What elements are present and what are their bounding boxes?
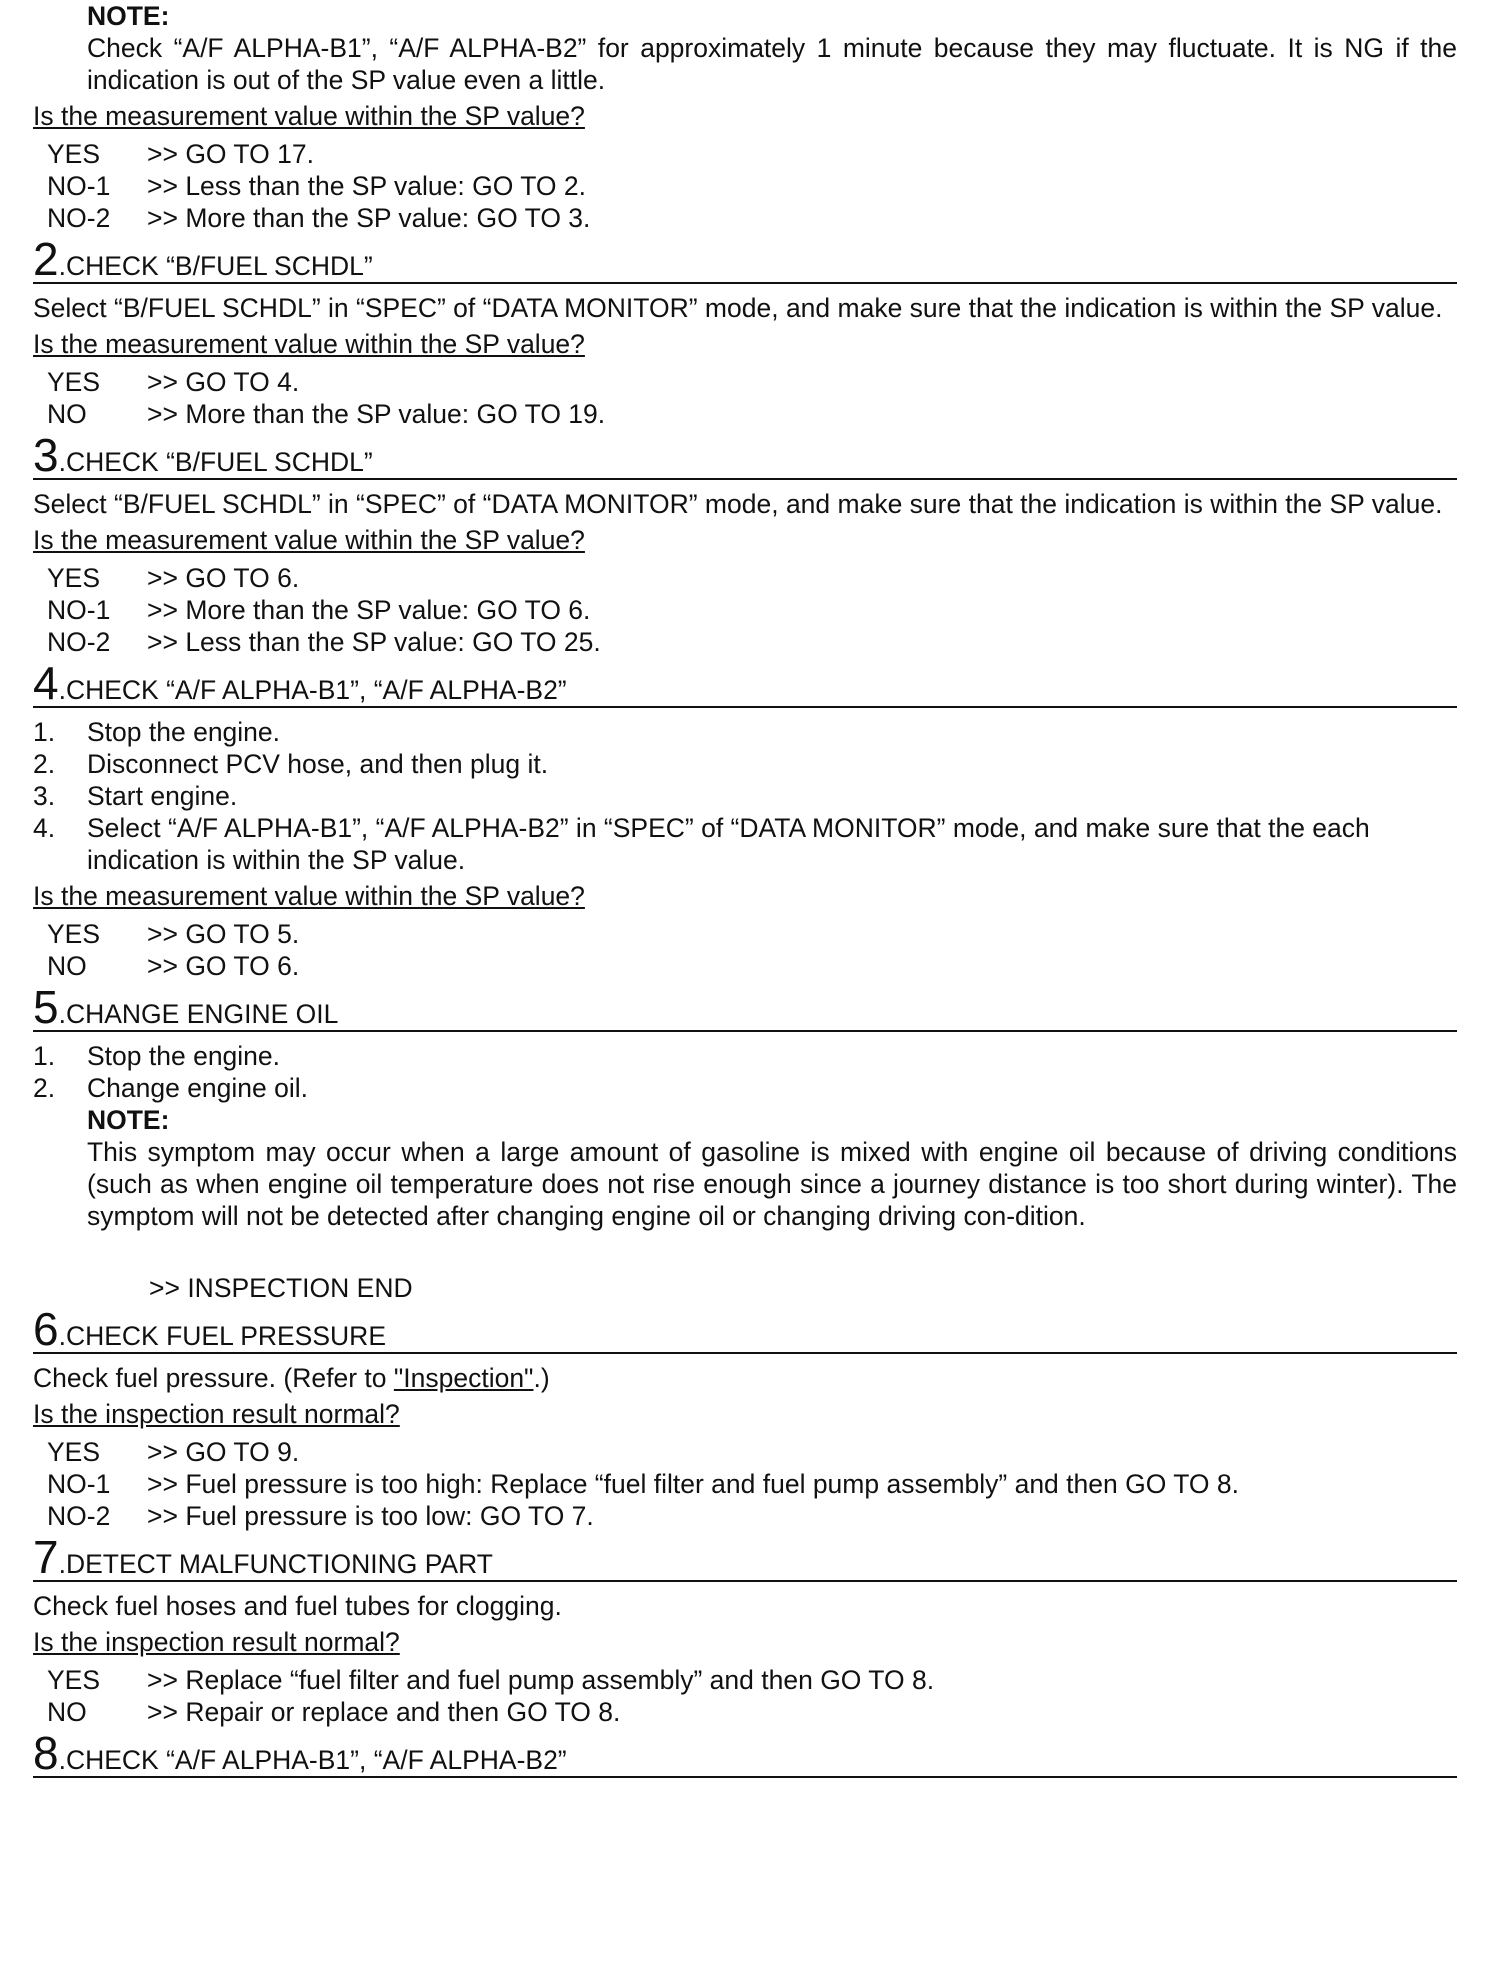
question: Is the measurement value within the SP value? — [33, 101, 585, 131]
note-text: This symptom may occur when a large amount of gasoline is mixed with engine oil because of driving conditions (such as when engine oil temperature does not rise enough since a journey distance is too short during winter). The symptom will not be detected after changing engine oil or changing driving con-dition. — [87, 1137, 1457, 1231]
procedure-item — [33, 716, 1457, 748]
inspection-end: >> INSPECTION END — [149, 1273, 413, 1303]
note-text: Check “A/F ALPHA-B1”, “A/F ALPHA-B2” for approximately 1 minute because they may fluctuate. It is NG if the indication is out of the SP value even a little. — [87, 33, 1457, 95]
inspection-link[interactable]: "Inspection" — [393, 1363, 534, 1393]
answer-text: >> GO TO 4. — [147, 367, 300, 397]
answer-list — [33, 138, 1457, 234]
answer-no-1 — [33, 594, 1457, 626]
answer-text: >> More than the SP value: GO TO 3. — [147, 203, 591, 233]
step-8 — [33, 1728, 1457, 1778]
step-number: 8 — [33, 1727, 59, 1779]
step-heading — [33, 982, 1457, 1032]
procedure-list — [33, 1040, 1457, 1104]
answer-code: NO-1 — [47, 595, 111, 625]
answer-text: >> GO TO 9. — [147, 1437, 300, 1467]
answer-no-2 — [33, 626, 1457, 658]
answer-code: NO — [47, 399, 87, 429]
item-number: 2. — [33, 749, 56, 779]
step-number: 5 — [33, 981, 59, 1033]
document-page — [33, 0, 1457, 1778]
answer-list — [33, 1664, 1457, 1728]
answer-code: NO-2 — [47, 203, 111, 233]
answer-list — [33, 562, 1457, 658]
step-heading — [33, 1304, 1457, 1354]
step-title: .CHECK “B/FUEL SCHDL” — [58, 447, 373, 477]
answer-text: >> GO TO 17. — [147, 139, 314, 169]
answer-code: YES — [47, 919, 101, 949]
note-label: NOTE: — [87, 1105, 170, 1135]
step-number: 4 — [33, 657, 59, 709]
text-after-link: .) — [533, 1363, 550, 1393]
answer-yes — [33, 138, 1457, 170]
answer-text: >> GO TO 6. — [147, 951, 300, 981]
step-title: .CHECK “B/FUEL SCHDL” — [58, 251, 373, 281]
step-number: 7 — [33, 1531, 59, 1583]
item-text: Start engine. — [87, 781, 238, 811]
procedure-item — [33, 1072, 1457, 1104]
item-number: 2. — [33, 1073, 56, 1103]
answer-text: >> Fuel pressure is too low: GO TO 7. — [147, 1501, 594, 1531]
answer-text: >> Less than the SP value: GO TO 2. — [147, 171, 586, 201]
step-heading — [33, 234, 1457, 284]
note-label: NOTE: — [87, 1, 170, 31]
procedure-item — [33, 748, 1457, 780]
step-title: .CHECK “A/F ALPHA-B1”, “A/F ALPHA-B2” — [58, 1745, 567, 1775]
answer-list — [33, 918, 1457, 982]
answer-yes — [33, 1664, 1457, 1696]
step-6 — [33, 1304, 1457, 1532]
answer-text: >> More than the SP value: GO TO 19. — [147, 399, 606, 429]
answer-code: YES — [47, 1437, 101, 1467]
question: Is the inspection result normal? — [33, 1627, 400, 1657]
answer-no-1 — [33, 170, 1457, 202]
answer-no — [33, 950, 1457, 982]
answer-text: >> Replace “fuel filter and fuel pump assembly” and then GO TO 8. — [147, 1665, 935, 1695]
answer-no-1 — [33, 1468, 1457, 1500]
step-title: .CHECK FUEL PRESSURE — [58, 1321, 386, 1351]
question: Is the inspection result normal? — [33, 1399, 400, 1429]
answer-yes — [33, 1436, 1457, 1468]
step-heading — [33, 1728, 1457, 1778]
item-text: Disconnect PCV hose, and then plug it. — [87, 749, 549, 779]
answer-yes — [33, 562, 1457, 594]
answer-code: NO-2 — [47, 627, 111, 657]
answer-yes — [33, 918, 1457, 950]
answer-text: >> Less than the SP value: GO TO 25. — [147, 627, 601, 657]
step-heading — [33, 658, 1457, 708]
answer-yes — [33, 366, 1457, 398]
step-number: 6 — [33, 1303, 59, 1355]
answer-code: YES — [47, 139, 101, 169]
item-number: 1. — [33, 717, 56, 747]
item-text: Change engine oil. — [87, 1073, 309, 1103]
answer-no — [33, 398, 1457, 430]
item-number: 3. — [33, 781, 56, 811]
step-text: Select “B/FUEL SCHDL” in “SPEC” of “DATA MONITOR” mode, and make sure that the indication is within the SP value. — [33, 489, 1443, 519]
answer-text: >> More than the SP value: GO TO 6. — [147, 595, 591, 625]
step-7 — [33, 1532, 1457, 1728]
answer-code: YES — [47, 367, 101, 397]
item-text: Stop the engine. — [87, 717, 281, 747]
answer-no-2 — [33, 1500, 1457, 1532]
answer-text: >> Fuel pressure is too high: Replace “fuel filter and fuel pump assembly” and then GO TO 8. — [147, 1469, 1239, 1499]
answer-code: NO-2 — [47, 1501, 111, 1531]
step-text: Select “B/FUEL SCHDL” in “SPEC” of “DATA MONITOR” mode, and make sure that the indication is within the SP value. — [33, 293, 1443, 323]
question: Is the measurement value within the SP value? — [33, 881, 585, 911]
step-title: .CHECK “A/F ALPHA-B1”, “A/F ALPHA-B2” — [58, 675, 567, 705]
item-number: 1. — [33, 1041, 56, 1071]
answer-code: NO — [47, 1697, 87, 1727]
step-5 — [33, 982, 1457, 1304]
step-title: .DETECT MALFUNCTIONING PART — [58, 1549, 493, 1579]
step-2 — [33, 234, 1457, 430]
answer-no-2 — [33, 202, 1457, 234]
procedure-item — [33, 1040, 1457, 1072]
answer-list — [33, 366, 1457, 430]
answer-list — [33, 1436, 1457, 1532]
question: Is the measurement value within the SP value? — [33, 329, 585, 359]
step-4 — [33, 658, 1457, 982]
intro-section — [33, 0, 1457, 234]
answer-text: >> GO TO 5. — [147, 919, 300, 949]
procedure-item — [33, 812, 1457, 876]
procedure-item — [33, 780, 1457, 812]
step-heading — [33, 430, 1457, 480]
step-3 — [33, 430, 1457, 658]
answer-code: NO — [47, 951, 87, 981]
answer-code: YES — [47, 1665, 101, 1695]
answer-text: >> GO TO 6. — [147, 563, 300, 593]
step-number: 2 — [33, 233, 59, 285]
item-number: 4. — [33, 813, 56, 843]
step-heading — [33, 1532, 1457, 1582]
text-before-link: Check fuel pressure. (Refer to — [33, 1363, 394, 1393]
answer-code: YES — [47, 563, 101, 593]
answer-text: >> Repair or replace and then GO TO 8. — [147, 1697, 621, 1727]
item-text: Stop the engine. — [87, 1041, 281, 1071]
procedure-list — [33, 716, 1457, 876]
step-number: 3 — [33, 429, 59, 481]
answer-code: NO-1 — [47, 1469, 111, 1499]
item-text: Select “A/F ALPHA-B1”, “A/F ALPHA-B2” in “SPEC” of “DATA MONITOR” mode, and make sure that the each indication is within the SP value. — [87, 813, 1370, 875]
step-title: .CHANGE ENGINE OIL — [58, 999, 339, 1029]
question: Is the measurement value within the SP value? — [33, 525, 585, 555]
answer-code: NO-1 — [47, 171, 111, 201]
answer-no — [33, 1696, 1457, 1728]
step-text — [33, 1362, 1457, 1394]
step-text: Check fuel hoses and fuel tubes for clogging. — [33, 1591, 562, 1621]
